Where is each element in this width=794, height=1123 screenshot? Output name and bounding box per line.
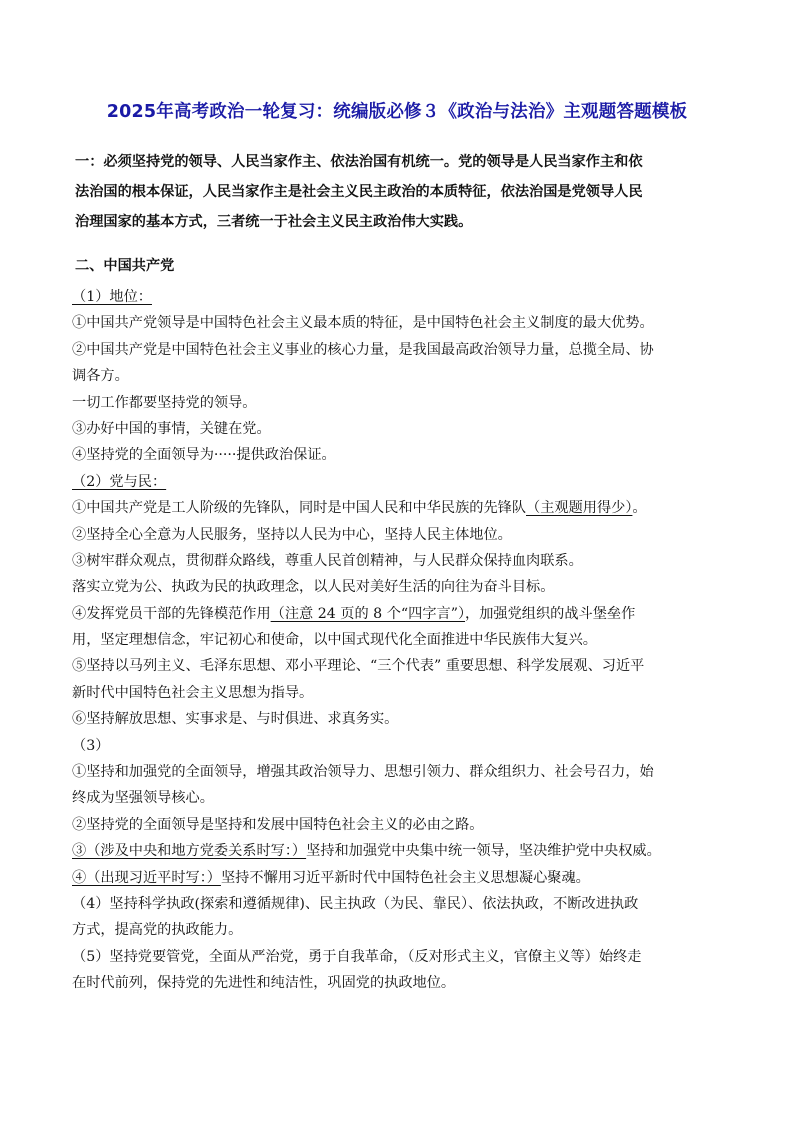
subheading-party-and-people: （2）党与民： xyxy=(72,473,167,490)
text-line: 落实立党为公、执政为民的执政理念，以人民对美好生活的向往为奋斗目标。 xyxy=(72,579,555,596)
text-line: ①中国共产党领导是中国特色社会主义最本质的特征，是中国特色社会主义制度的最大优势。 xyxy=(72,315,654,332)
text-line: （4）坚持科学执政(探索和遵循规律)、民主执政（为民、靠民）、依法执政，不断改进执政 xyxy=(72,895,639,912)
text-segment: 坚持和加强党中央集中统一领导，坚决维护党中央权威。 xyxy=(306,843,661,860)
text-line: 新时代中国特色社会主义思想为指导。 xyxy=(72,684,314,701)
section-heading: 二、中国共产党 xyxy=(75,258,175,274)
annotation-note: ④（出现习近平时写：） xyxy=(72,869,221,886)
annotation-note: （注意 24 页的 8 个“四字言”） xyxy=(270,605,466,622)
text-line: ③办好中国的事情，关键在党。 xyxy=(72,420,271,437)
text-line xyxy=(72,601,726,627)
text-line: 一切工作都要坚持党的领导。 xyxy=(72,394,257,411)
text-line: 在时代前列，保持党的先进性和纯洁性，巩固党的执政地位。 xyxy=(72,975,456,992)
text-segment: ，加强党组织的战斗堡垒作 xyxy=(465,605,636,622)
annotation-note: （主观题用得少） xyxy=(526,500,633,517)
text-line: 用，坚定理想信念，牢记初心和使命，以中国式现代化全面推进中华民族伟大复兴。 xyxy=(72,632,597,649)
text-segment: ④发挥党员干部的先锋模范作用 xyxy=(72,605,271,622)
text-line: ⑥坚持解放思想、实事求是、与时俱进、求真务实。 xyxy=(72,711,399,728)
lead-line: 一：必须坚持党的领导、人民当家作主、依法治国有机统一。党的领导是人民当家作主和依 xyxy=(75,154,643,170)
section-body xyxy=(72,284,726,997)
lead-paragraph xyxy=(75,147,725,237)
text-line: ②坚持党的全面领导是坚持和发展中国特色社会主义的必由之路。 xyxy=(72,816,484,833)
text-segment: ①中国共产党是工人阶级的先锋队，同时是中国人民和中华民族的先锋队 xyxy=(72,500,527,517)
text-segment: 坚持不懈用习近平新时代中国特色社会主义思想凝心聚魂。 xyxy=(220,869,590,886)
text-line xyxy=(72,865,726,891)
text-line xyxy=(72,495,726,521)
text-segment: 。 xyxy=(632,500,647,517)
text-line: ③树牢群众观点，贯彻群众路线，尊重人民首创精神，与人民群众保持血肉联系。 xyxy=(72,552,583,569)
annotation-note: ③（涉及中央和地方党委关系时写：） xyxy=(72,843,307,860)
text-line: 调各方。 xyxy=(72,368,129,385)
subheading-position: （1）地位： xyxy=(72,289,152,305)
text-line: 终成为坚强领导核心。 xyxy=(72,790,214,807)
text-line xyxy=(72,838,726,864)
lead-line: 法治国的根本保证，人民当家作主是社会主义民主政治的本质特征，依法治国是党领导人民 xyxy=(75,184,643,200)
document-title: 2025年高考政治一轮复习：统编版必修３《政治与法治》主观题答题模板 xyxy=(106,102,688,122)
text-line: ①坚持和加强党的全面领导，增强其政治领导力、思想引领力、群众组织力、社会号召力，始 xyxy=(72,764,654,781)
text-line: ⑤坚持以马列主义、毛泽东思想、邓小平理论、“三个代表” 重要思想、科学发展观、习近平 xyxy=(72,658,645,675)
text-line: ②坚持全心全意为人民服务，坚持以人民为中心，坚持人民主体地位。 xyxy=(72,526,512,543)
text-line: （5）坚持党要管党，全面从严治党，勇于自我革命，（反对形式主义，官僚主义等）始终走 xyxy=(72,948,642,965)
subheading-3: （3） xyxy=(72,737,110,754)
text-line: ②中国共产党是中国特色社会主义事业的核心力量，是我国最高政治领导力量，总揽全局、协 xyxy=(72,341,654,358)
text-line: ④坚持党的全面领导为·····提供政治保证。 xyxy=(72,447,336,464)
lead-line: 治理国家的基本方式，三者统一于社会主义民主政治伟大实践。 xyxy=(75,214,473,230)
text-line: 方式，提高党的执政能力。 xyxy=(72,922,243,939)
